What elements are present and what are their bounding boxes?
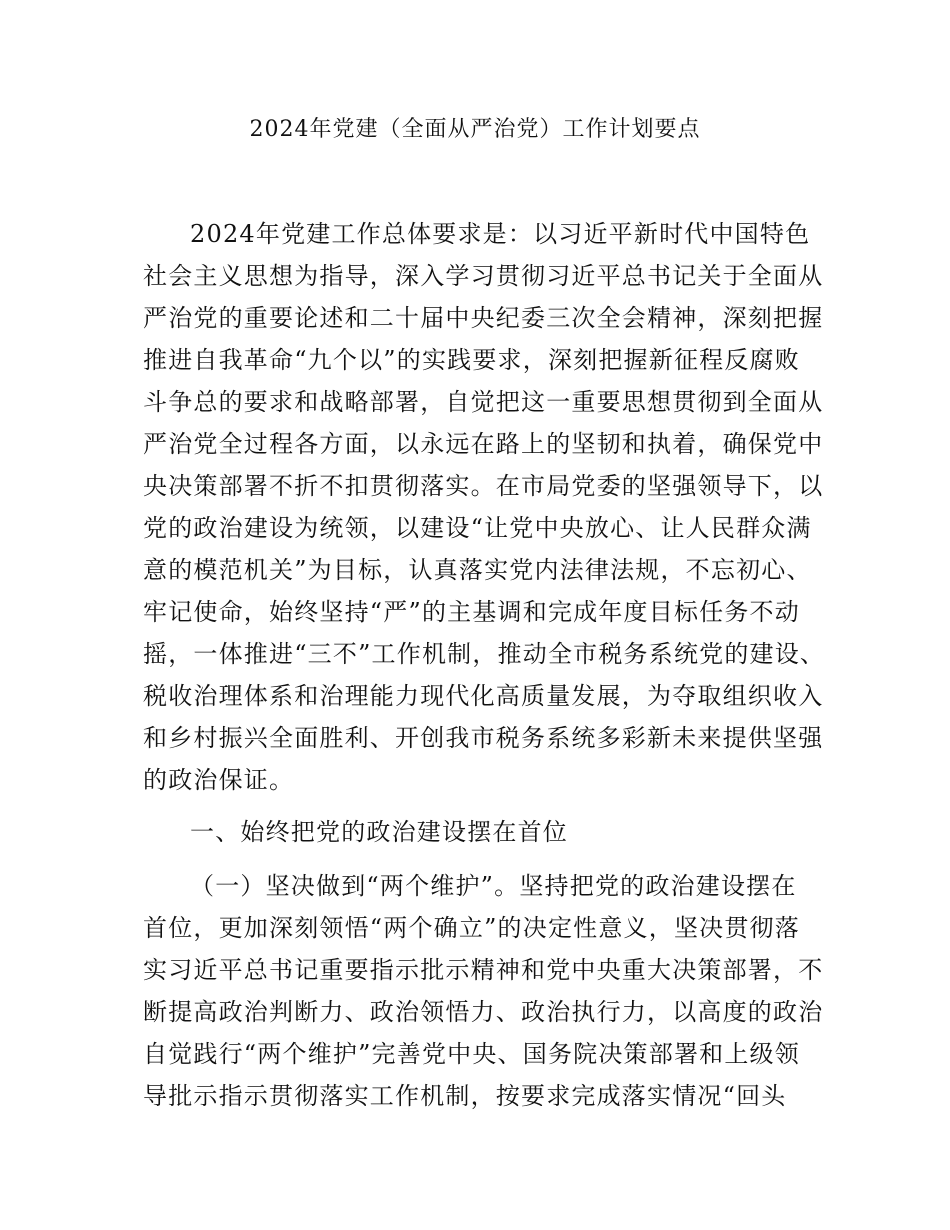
paragraph-line: 断提高政治判断力、政治领悟力、政治执行力，以高度的政治 (143, 998, 824, 1026)
paragraph-line: 推进自我革命“九个以”的实践要求，深刻把握新征程反腐败 (143, 346, 800, 374)
paragraph-line: （一）坚决做到“两个维护”。坚持把党的政治建设摆在 (190, 872, 797, 900)
paragraph-line: 首位，更加深刻领悟“两个确立”的决定性意义，坚决贯彻落 (143, 914, 800, 942)
paragraph-line: 摇，一体推进“三不”工作机制，推动全市税务系统党的建设、 (143, 640, 826, 668)
paragraph-line: 党的政治建设为统领，以建设“让党中央放心、让人民群众满 (143, 514, 812, 542)
paragraph-line: 严治党全过程各方面，以永远在路上的坚韧和执着，确保党中 (143, 430, 824, 458)
paragraph-line: 导批示指示贯彻落实工作机制，按要求完成落实情况“回头 (143, 1082, 787, 1110)
paragraph-line: 2024年党建工作总体要求是：以习近平新时代中国特色 (190, 220, 811, 248)
paragraph-line: 和乡村振兴全面胜利、开创我市税务系统多彩新未来提供坚强 (143, 724, 824, 752)
paragraph-line: 税收治理体系和治理能力现代化高质量发展，为夺取组织收入 (143, 682, 824, 710)
paragraph-line: 社会主义思想为指导，深入学习贯彻习近平总书记关于全面从 (143, 262, 824, 290)
section-heading: 一、始终把党的政治建设摆在首位 (190, 818, 568, 846)
paragraph-line: 斗争总的要求和战略部署，自觉把这一重要思想贯彻到全面从 (143, 388, 824, 416)
paragraph-line: 严治党的重要论述和二十届中央纪委三次全会精神，深刻把握 (143, 304, 824, 332)
paragraph-line: 意的模范机关”为目标，认真落实党内法律法规，不忘初心、 (143, 556, 812, 584)
paragraph-line: 牢记使命，始终坚持“严”的主基调和完成年度目标任务不动 (143, 598, 800, 626)
document-title: 2024年党建（全面从严治党）工作计划要点 (249, 117, 701, 142)
paragraph-line: 的政治保证。 (143, 766, 295, 794)
paragraph-line: 央决策部署不折不扣贯彻落实。在市局党委的坚强领导下，以 (143, 472, 824, 500)
paragraph-line: 实习近平总书记重要指示批示精神和党中央重大决策部署，不 (143, 956, 824, 984)
paragraph-line: 自觉践行“两个维护”完善党中央、国务院决策部署和上级领 (143, 1040, 800, 1068)
